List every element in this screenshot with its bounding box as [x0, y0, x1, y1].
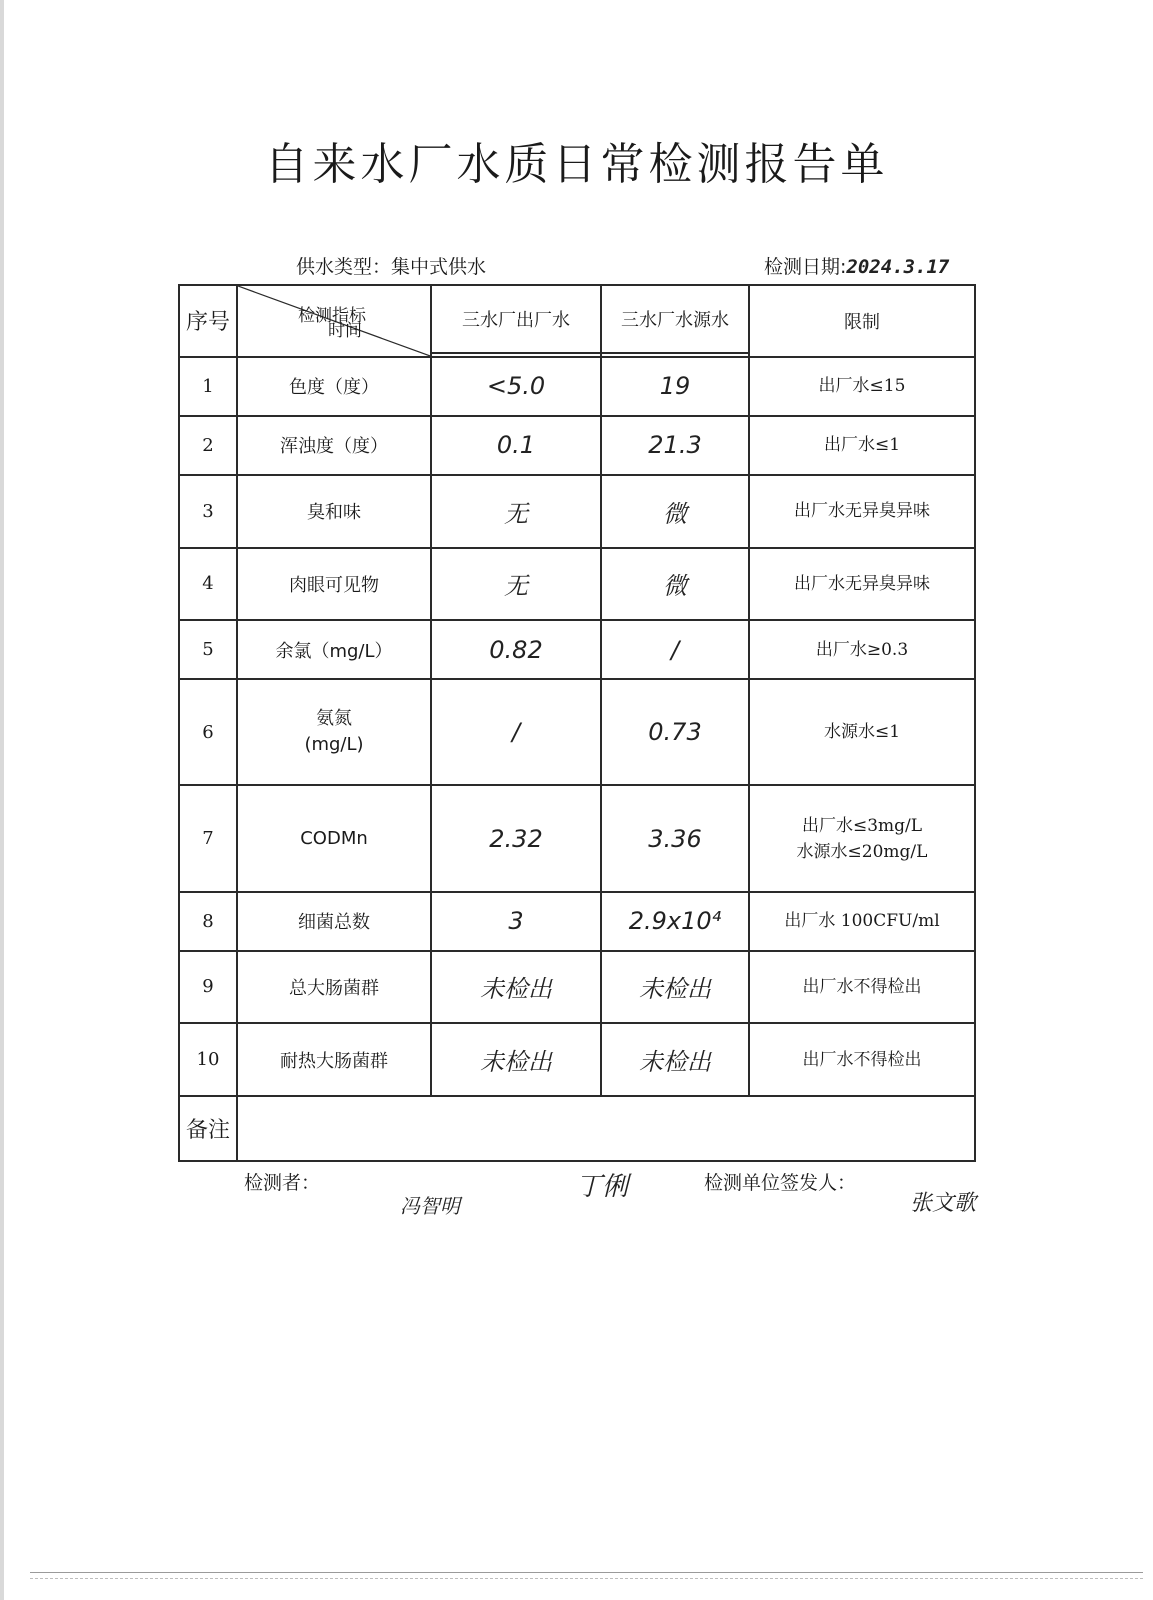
outlet-value: 2.32: [431, 785, 601, 891]
issuer-signature: 张文歌: [910, 1191, 977, 1216]
report-title: 自来水厂水质日常检测报告单: [264, 139, 889, 190]
indicator-name: 色度（度）: [237, 357, 431, 416]
source-value: /: [601, 620, 749, 679]
table-row: [179, 475, 975, 548]
test-date: [764, 252, 949, 279]
remarks-label: 备注: [179, 1096, 237, 1161]
table-row: [179, 951, 975, 1024]
table-row: [179, 548, 975, 621]
row-number: 5: [179, 620, 237, 679]
supply-type-label: 供水类型：: [296, 256, 392, 278]
row-number: 4: [179, 548, 237, 621]
limit-value: 出厂水不得检出: [749, 1023, 975, 1096]
limit-value: 出厂水 100CFU/ml: [749, 892, 975, 951]
limit-value: 出厂水无异臭异味: [749, 475, 975, 548]
source-value: 19: [601, 357, 749, 416]
col-source-header: 三水厂水源水: [601, 285, 749, 353]
table-row: [179, 357, 975, 416]
row-number: 7: [179, 785, 237, 891]
table-row: [179, 620, 975, 679]
indicator-name: 肉眼可见物: [237, 548, 431, 621]
source-value: 微: [601, 548, 749, 621]
source-value: 未检出: [601, 1023, 749, 1096]
limit-value: 出厂水≤1: [749, 416, 975, 475]
scan-edge: [0, 0, 4, 1600]
test-date-label: 检测日期:: [764, 256, 847, 278]
supply-type: [296, 252, 486, 279]
remarks-row: [179, 1096, 975, 1161]
outlet-value: 未检出: [431, 951, 601, 1024]
indicator-name: 总大肠菌群: [237, 951, 431, 1024]
indicator-header: 检测指标: [298, 305, 366, 326]
supply-type-value: 集中式供水: [391, 256, 487, 278]
remarks-value: [237, 1096, 975, 1161]
outlet-value: <5.0: [431, 357, 601, 416]
table-row: [179, 416, 975, 475]
limit-value: 出厂水不得检出: [749, 951, 975, 1024]
table-row: [179, 785, 975, 891]
outlet-value: /: [431, 679, 601, 785]
indicator-name: 细菌总数: [237, 892, 431, 951]
indicator-name: CODMn: [237, 785, 431, 891]
header-row-1: [179, 285, 975, 353]
limit-value: 出厂水≥0.3: [749, 620, 975, 679]
outlet-value: 未检出: [431, 1023, 601, 1096]
issuer-label: 检测单位签发人：: [704, 1172, 857, 1194]
row-number: 2: [179, 416, 237, 475]
source-value: 未检出: [601, 951, 749, 1024]
scan-bottom-rule: [30, 1572, 1143, 1573]
tester-label: 检测者：: [244, 1172, 321, 1194]
limit-value: 出厂水无异臭异味: [749, 548, 975, 621]
time-header: 时间: [328, 321, 362, 341]
report-table: [178, 284, 976, 1162]
test-date-value: 2024.3.17: [846, 256, 950, 278]
source-value: 微: [601, 475, 749, 548]
row-number: 3: [179, 475, 237, 548]
source-value: 0.73: [601, 679, 749, 785]
tester-signature-2: 丁俐: [576, 1172, 629, 1202]
limit-value: 出厂水≤3mg/L 水源水≤20mg/L: [749, 785, 975, 891]
limit-value: 出厂水≤15: [749, 357, 975, 416]
seq-header: 序号: [179, 285, 237, 357]
outlet-value: 无: [431, 475, 601, 548]
indicator-name: 氨氮 (mg/L): [237, 679, 431, 785]
source-value: 21.3: [601, 416, 749, 475]
indicator-name: 耐热大肠菌群: [237, 1023, 431, 1096]
indicator-name: 浑浊度（度）: [237, 416, 431, 475]
row-number: 9: [179, 951, 237, 1024]
diagonal-header-cell: [237, 285, 431, 357]
outlet-value: 0.82: [431, 620, 601, 679]
source-value: 2.9x10⁴: [601, 892, 749, 951]
outlet-value: 0.1: [431, 416, 601, 475]
table-row: [179, 1023, 975, 1096]
row-number: 6: [179, 679, 237, 785]
limit-header: 限制: [749, 285, 975, 357]
row-number: 1: [179, 357, 237, 416]
indicator-name: 臭和味: [237, 475, 431, 548]
row-number: 8: [179, 892, 237, 951]
table-row: [179, 892, 975, 951]
limit-value: 水源水≤1: [749, 679, 975, 785]
col-outlet-header: 三水厂出厂水: [431, 285, 601, 353]
row-number: 10: [179, 1023, 237, 1096]
source-value: 3.36: [601, 785, 749, 891]
tester-signature-1: 冯智明: [400, 1194, 460, 1218]
indicator-name: 余氯（mg/L）: [237, 620, 431, 679]
scan-bottom-rule-dashed: [30, 1578, 1143, 1579]
table-row: [179, 679, 975, 785]
outlet-value: 3: [431, 892, 601, 951]
outlet-value: 无: [431, 548, 601, 621]
